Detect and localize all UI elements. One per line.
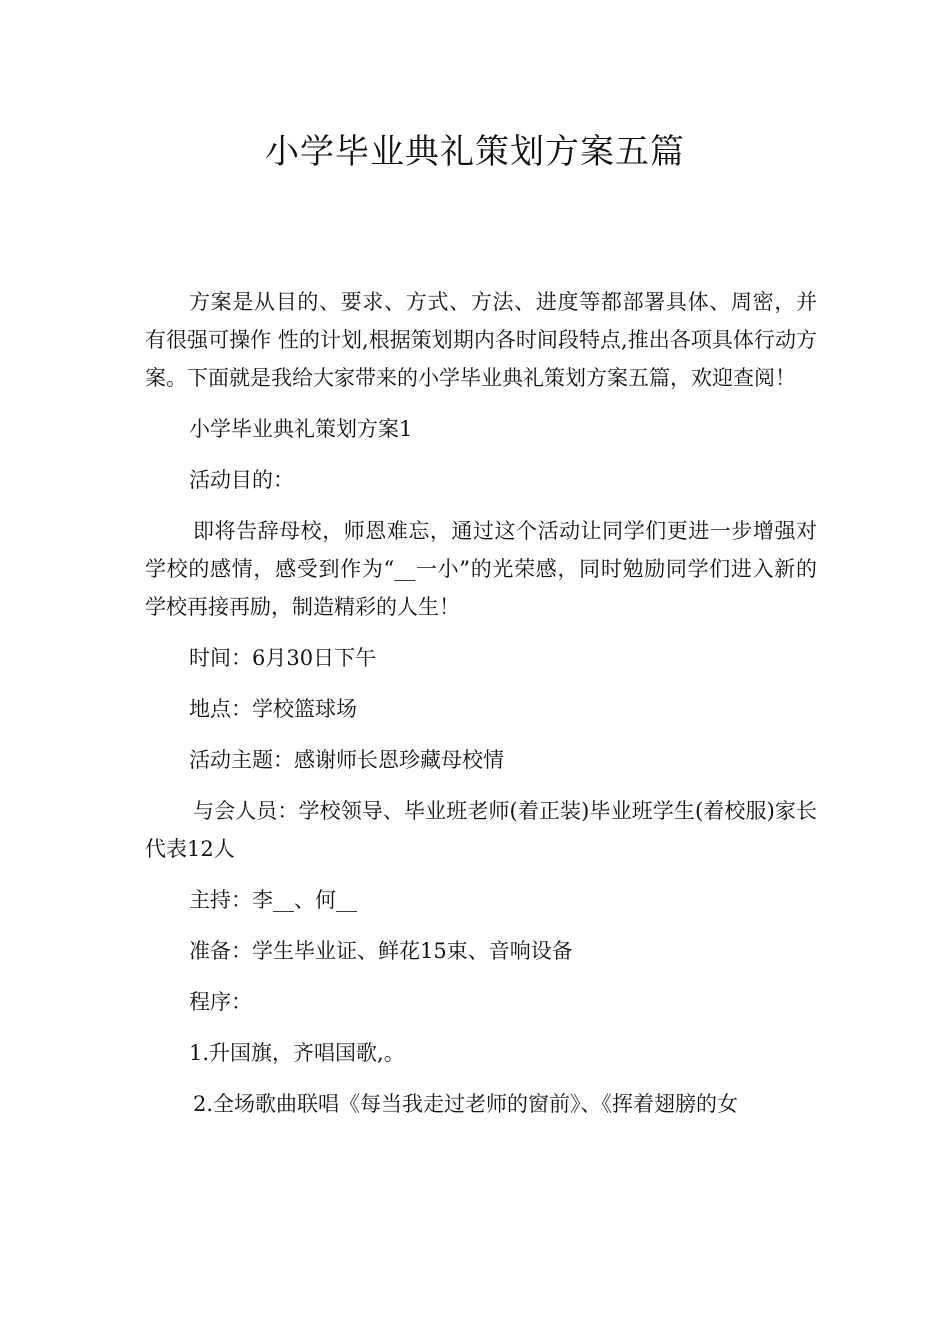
location-line: 地点：学校篮球场 [189,697,357,721]
procedure-step-2: 2.全场歌曲联唱《每当我走过老师的窗前》、《挥着翅膀的女 [193,1092,739,1116]
document-body [145,283,817,1136]
purpose-paragraph: 即将告辞母校，师恩难忘，通过这个活动让同学们更进一步增强对学校的感情，感受到作为“__一小”的光荣感，同时勉励同学们进入新的学校再接再励，制造精彩的人生！ [145,519,817,619]
theme-line: 活动主题：感谢师长恩珍藏母校情 [189,748,504,772]
intro-paragraph: 方案是从目的、要求、方式、方法、进度等都部署具体、周密，并有很强可操作 性的计划,根据策划期内各时间段特点,推出各项具体行动方案。下面就是我给大家带来的小学毕业典礼策划方案五篇，欢迎查阅！ [145,290,817,390]
host-line: 主持：李__、何__ [189,888,357,912]
plan-heading: 小学毕业典礼策划方案1 [189,417,413,441]
document-title: 小学毕业典礼策划方案五篇 [265,132,685,172]
preparation-line: 准备：学生毕业证、鲜花15束、音响设备 [189,939,573,963]
procedure-heading: 程序： [189,990,252,1014]
purpose-heading: 活动目的： [189,468,294,492]
procedure-step-1: 1.升国旗，齐唱国歌,。 [189,1041,405,1065]
attendees-paragraph: 与会人员：学校领导、毕业班老师(着正装)毕业班学生(着校服)家长代表12人 [145,799,817,861]
time-line: 时间：6月30日下午 [189,646,377,670]
